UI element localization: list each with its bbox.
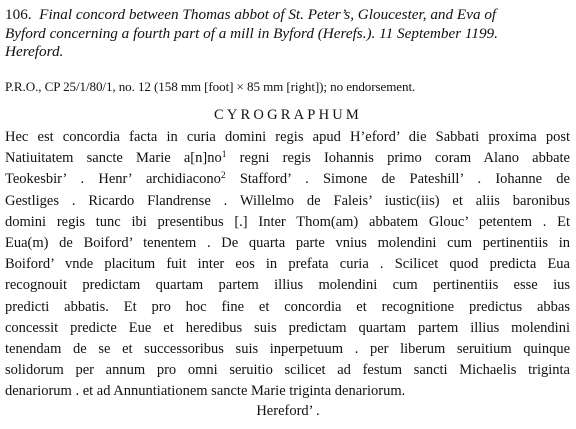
charter-line xyxy=(5,169,570,190)
charter-line xyxy=(5,275,570,296)
cyrographum-title: CYROGRAPHUM xyxy=(214,107,362,123)
heading-line-2: Byford concerning a fourth part of a mill in Byford (Herefs.). 11 September 1199. xyxy=(5,24,498,42)
charter-line xyxy=(5,148,570,169)
heading-line-3: Hereford. xyxy=(5,43,64,60)
charter-line-text: domini regis tunc ibi presentibus [.] Inter Thom(am) abbatem Glouc’ petentem . Et xyxy=(5,213,570,230)
charter-line xyxy=(5,233,570,254)
document-heading xyxy=(5,6,571,62)
charter-line xyxy=(5,297,570,318)
document-number: 106. xyxy=(5,6,32,23)
charter-line xyxy=(5,127,570,148)
charter-line-text: Gestliges . Ricardo Flandrense . Willelmo de Faleis’ iustic(iis) et aliis baronibus xyxy=(5,192,570,209)
charter-line xyxy=(5,339,570,360)
charter-line-text: solidorum per annum pro omni seruitio scilicet ad festum sancti Michaelis triginta xyxy=(5,362,570,379)
charter-line xyxy=(5,191,570,212)
charter-line xyxy=(5,254,570,275)
charter-line-text: Eua(m) de Boiford’ tenentem . De quarta parte vnius molendini cum pertinentiis in xyxy=(5,234,570,251)
charter-line xyxy=(5,318,570,339)
footnote-marker: 2 xyxy=(220,171,226,182)
charter-line-text: denariorum . et ad Annuntiationem sancte Marie triginta denariorum. xyxy=(5,383,406,400)
charter-line-text: predicti abbatis. Et pro hoc fine et concordia et recognitione predictus abbas xyxy=(5,298,570,315)
charter-line-text: Stafford’ . Simone de Pateshill’ . Iohanne de xyxy=(225,171,570,188)
charter-line xyxy=(5,212,570,233)
heading-title-1: Final concord between Thomas abbot of St. Peter’s, Gloucester, and Eva of xyxy=(39,6,497,23)
charter-page xyxy=(5,0,571,429)
archive-reference: P.R.O., CP 25/1/80/1, no. 12 (158 mm [foot] × 85 mm [right]); no endorsement. xyxy=(5,79,416,94)
heading-line-1 xyxy=(5,6,571,25)
charter-line-text: concessit predicte Eue et heredibus suis predictam quartam partem illius molendini xyxy=(5,319,570,336)
charter-line-text: recognouit predictam quartam partem illius molendini cum pertinentiis esse ius xyxy=(5,277,570,294)
charter-line-text: Teokesbir’ . Henr’ archidiacono xyxy=(5,171,221,188)
charter-line xyxy=(5,360,570,381)
place-of-issue: Hereford’ . xyxy=(256,403,320,419)
charter-line-text: regni regis Iohannis primo coram Alano abbate xyxy=(226,150,570,167)
charter-text xyxy=(5,127,570,402)
footnote-marker: 1 xyxy=(221,150,227,161)
charter-line-text: Boiford’ vnde placitum fuit inter eos in prefata curia . Scilicet quod predicta Eua xyxy=(5,256,570,273)
charter-line-text: tenendam de se et successoribus suis inperpetuum . per liberum seruitium quinque xyxy=(5,340,570,357)
charter-line-text: Hec est concordia facta in curia domini regis apud H’eford’ die Sabbati proxima post xyxy=(5,129,570,145)
charter-line xyxy=(5,381,570,402)
charter-line-text: Natiuitatem sancte Marie a[n]no xyxy=(5,150,222,167)
